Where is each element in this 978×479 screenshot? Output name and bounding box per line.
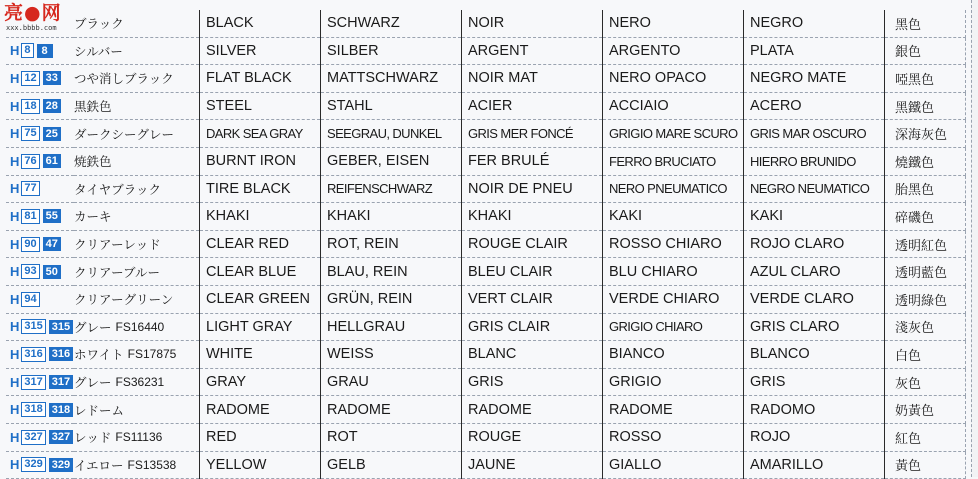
spanish-name-cell: GRIS CLARO [744, 313, 885, 341]
hobby-color-code [10, 99, 40, 114]
hobby-color-prefix: H [10, 346, 20, 362]
japanese-name: グレー [74, 319, 112, 335]
page-edge [971, 0, 978, 477]
italian-name-cell: GRIGIO CHIARO [603, 313, 744, 341]
french-name-cell: BLEU CLAIR [462, 258, 603, 286]
japanese-name-cell [74, 285, 200, 313]
spanish-name-cell: ROJO [744, 423, 885, 451]
italian-name-cell: ROSSO CHIARO [603, 230, 744, 258]
italian-name-cell: ROSSO [603, 423, 744, 451]
german-name-cell: GEBER, EISEN [321, 147, 462, 175]
hobby-color-prefix: H [10, 70, 20, 86]
table-row [6, 65, 966, 93]
hobby-color-code [10, 375, 46, 390]
english-name-cell: RADOME [200, 396, 321, 424]
hobby-color-prefix: H [10, 402, 20, 418]
german-name-cell: ROT, REIN [321, 230, 462, 258]
paint-code-cell [6, 147, 74, 175]
paint-code-cell [6, 65, 74, 93]
hobby-color-code [10, 402, 46, 417]
table-row [6, 203, 966, 231]
english-name-cell: CLEAR RED [200, 230, 321, 258]
french-name-cell: JAUNE [462, 451, 603, 479]
table-row [6, 368, 966, 396]
english-name-cell: BLACK [200, 10, 321, 37]
mr-color-code-badge: 329 [49, 458, 73, 472]
italian-name-cell: NERO OPACO [603, 65, 744, 93]
mr-color-code-badge: 28 [43, 99, 61, 113]
english-name-cell: KHAKI [200, 203, 321, 231]
chinese-name-cell: 紅色 [885, 423, 966, 451]
japanese-name-cell [74, 451, 200, 479]
german-name-cell: ROT [321, 423, 462, 451]
french-name-cell: RADOME [462, 396, 603, 424]
hobby-color-code [10, 126, 40, 141]
japanese-name-cell [74, 65, 200, 93]
hobby-color-number: 12 [21, 71, 39, 86]
hobby-color-number: 329 [21, 457, 45, 472]
hobby-color-prefix: H [10, 374, 20, 390]
french-name-cell: GRIS CLAIR [462, 313, 603, 341]
spanish-name-cell: PLATA [744, 37, 885, 65]
spanish-name-cell: GRIS MAR OSCURO [744, 120, 885, 148]
chinese-name-cell: 透明綠色 [885, 285, 966, 313]
german-name-cell: STAHL [321, 92, 462, 120]
paint-code-cell [6, 396, 74, 424]
japanese-name-cell [74, 368, 200, 396]
japanese-name-cell [74, 175, 200, 203]
watermark-logo [4, 2, 76, 34]
hobby-color-prefix: H [10, 126, 20, 142]
hobby-color-code [10, 430, 46, 445]
german-name-cell: REIFENSCHWARZ [321, 175, 462, 203]
japanese-name: ブラック [74, 16, 124, 32]
hobby-color-number: 77 [21, 181, 39, 196]
hobby-color-prefix: H [10, 236, 20, 252]
english-name-cell: STEEL [200, 92, 321, 120]
spanish-name-cell: NEGRO MATE [744, 65, 885, 93]
german-name-cell: MATTSCHWARZ [321, 65, 462, 93]
english-name-cell: BURNT IRON [200, 147, 321, 175]
hobby-color-number: 8 [21, 43, 33, 58]
german-name-cell: GELB [321, 451, 462, 479]
paint-code-cell [6, 313, 74, 341]
federal-standard-code: FS16440 [115, 319, 165, 334]
table-row [6, 396, 966, 424]
table-row [6, 230, 966, 258]
japanese-name: クリアーグリーン [74, 292, 174, 308]
japanese-name-cell [74, 120, 200, 148]
french-name-cell: ROUGE CLAIR [462, 230, 603, 258]
hobby-color-code [10, 71, 40, 86]
english-name-cell: YELLOW [200, 451, 321, 479]
hobby-color-prefix: H [10, 43, 20, 59]
chinese-name-cell: 黃色 [885, 451, 966, 479]
hobby-color-code [10, 181, 40, 196]
chinese-name-cell: 黑鐵色 [885, 92, 966, 120]
chinese-name-cell: 灰色 [885, 368, 966, 396]
french-name-cell: KHAKI [462, 203, 603, 231]
italian-name-cell: GRIGIO [603, 368, 744, 396]
english-name-cell: RED [200, 423, 321, 451]
mr-color-code-badge: 25 [43, 127, 61, 141]
hobby-color-code [10, 292, 40, 307]
hobby-color-number: 94 [21, 292, 39, 307]
italian-name-cell: VERDE CHIARO [603, 285, 744, 313]
paint-code-cell [6, 37, 74, 65]
mr-color-code-badge: 8 [37, 44, 53, 58]
mr-color-code-badge: 47 [43, 237, 61, 251]
spanish-name-cell: BLANCO [744, 341, 885, 369]
hobby-color-number: 315 [21, 319, 45, 334]
german-name-cell: BLAU, REIN [321, 258, 462, 286]
french-name-cell: BLANC [462, 341, 603, 369]
paint-code-cell [6, 230, 74, 258]
table-row [6, 258, 966, 286]
german-name-cell: SCHWARZ [321, 10, 462, 37]
french-name-cell: NOIR DE PNEU [462, 175, 603, 203]
paint-code-cell [6, 423, 74, 451]
hobby-color-number: 18 [21, 99, 39, 114]
japanese-name: 焼鉄色 [74, 154, 112, 170]
chinese-name-cell: 碎磯色 [885, 203, 966, 231]
chinese-name-cell: 胎黑色 [885, 175, 966, 203]
table-row [6, 120, 966, 148]
hobby-color-code [10, 209, 40, 224]
german-name-cell: WEISS [321, 341, 462, 369]
chinese-name-cell: 透明藍色 [885, 258, 966, 286]
hobby-color-code [10, 154, 40, 169]
spanish-name-cell: KAKI [744, 203, 885, 231]
hobby-color-code [10, 347, 46, 362]
hobby-color-code [10, 457, 46, 472]
spanish-name-cell: GRIS [744, 368, 885, 396]
japanese-name-cell [74, 341, 200, 369]
table-row [6, 92, 966, 120]
hobby-color-prefix: H [10, 457, 20, 473]
hobby-color-prefix: H [10, 291, 20, 307]
table-row [6, 341, 966, 369]
japanese-name: 黒鉄色 [74, 99, 112, 115]
hobby-color-code [10, 237, 40, 252]
chinese-name-cell: 啞黑色 [885, 65, 966, 93]
spanish-name-cell: AMARILLO [744, 451, 885, 479]
hobby-color-prefix: H [10, 181, 20, 197]
table-row [6, 175, 966, 203]
english-name-cell: WHITE [200, 341, 321, 369]
italian-name-cell: GIALLO [603, 451, 744, 479]
french-name-cell: GRIS [462, 368, 603, 396]
french-name-cell: ARGENT [462, 37, 603, 65]
japanese-name: シルバー [74, 43, 123, 59]
chinese-name-cell: 奶黃色 [885, 396, 966, 424]
logo-url: xxx.bbbb.com [6, 24, 57, 32]
chinese-name-cell: 黑色 [885, 10, 966, 37]
table-row [6, 313, 966, 341]
hobby-color-number: 327 [21, 430, 45, 445]
english-name-cell: TIRE BLACK [200, 175, 321, 203]
japanese-name-cell [74, 203, 200, 231]
japanese-name: レドーム [74, 402, 125, 418]
paint-code-cell [6, 120, 74, 148]
german-name-cell: SEEGRAU, DUNKEL [321, 120, 462, 148]
spanish-name-cell: ROJO CLARO [744, 230, 885, 258]
paint-code-cell [6, 92, 74, 120]
english-name-cell: CLEAR BLUE [200, 258, 321, 286]
chinese-name-cell: 白色 [885, 341, 966, 369]
mr-color-code-badge: 315 [49, 320, 73, 334]
japanese-name-cell [74, 37, 200, 65]
japanese-name-cell [74, 10, 200, 37]
hobby-color-number: 317 [21, 375, 45, 390]
italian-name-cell: RADOME [603, 396, 744, 424]
paint-code-cell [6, 175, 74, 203]
table-row [6, 423, 966, 451]
french-name-cell: ACIER [462, 92, 603, 120]
hobby-color-prefix: H [10, 208, 20, 224]
hobby-color-code [10, 264, 40, 279]
federal-standard-code: FS36231 [115, 375, 165, 390]
table-row [6, 10, 966, 37]
hobby-color-number: 93 [21, 264, 39, 279]
mr-color-code-badge: 33 [43, 71, 61, 85]
spanish-name-cell: ACERO [744, 92, 885, 120]
hobby-color-number: 81 [21, 209, 39, 224]
mr-color-code-badge: 327 [49, 430, 73, 444]
table-row [6, 147, 966, 175]
hobby-color-number: 76 [21, 154, 39, 169]
table-row [6, 285, 966, 313]
german-name-cell: GRAU [321, 368, 462, 396]
japanese-name: カーキ [74, 209, 112, 225]
chinese-name-cell: 透明紅色 [885, 230, 966, 258]
japanese-name-cell [74, 92, 200, 120]
italian-name-cell: ACCIAIO [603, 92, 744, 120]
english-name-cell: GRAY [200, 368, 321, 396]
english-name-cell: LIGHT GRAY [200, 313, 321, 341]
paint-code-cell [6, 285, 74, 313]
japanese-name: つや消しブラック [74, 71, 174, 87]
mr-color-code-badge: 316 [49, 347, 73, 361]
japanese-name: クリアーレッド [74, 237, 161, 253]
english-name-cell: SILVER [200, 37, 321, 65]
paint-code-cell [6, 368, 74, 396]
french-name-cell: NOIR MAT [462, 65, 603, 93]
japanese-name: イエロー [74, 457, 124, 473]
japanese-name: グレー [74, 375, 112, 391]
italian-name-cell: NERO [603, 10, 744, 37]
chinese-name-cell: 深海灰色 [885, 120, 966, 148]
mr-color-code-badge: 317 [49, 375, 73, 389]
hobby-color-number: 75 [21, 126, 39, 141]
spanish-name-cell: RADOMO [744, 396, 885, 424]
hobby-color-number: 316 [21, 347, 45, 362]
spanish-name-cell: VERDE CLARO [744, 285, 885, 313]
paint-color-table [6, 10, 966, 479]
mr-color-code-badge: 61 [43, 154, 61, 168]
hobby-color-number: 90 [21, 237, 39, 252]
mr-color-code-badge: 50 [43, 265, 61, 279]
italian-name-cell: ARGENTO [603, 37, 744, 65]
federal-standard-code: FS13538 [127, 457, 177, 472]
english-name-cell: CLEAR GREEN [200, 285, 321, 313]
french-name-cell: VERT CLAIR [462, 285, 603, 313]
table-row [6, 37, 966, 65]
italian-name-cell: GRIGIO MARE SCURO [603, 120, 744, 148]
french-name-cell: NOIR [462, 10, 603, 37]
japanese-name-cell [74, 423, 200, 451]
german-name-cell: RADOME [321, 396, 462, 424]
italian-name-cell: BIANCO [603, 341, 744, 369]
hobby-color-prefix: H [10, 264, 20, 280]
chinese-name-cell: 銀色 [885, 37, 966, 65]
german-name-cell: HELLGRAU [321, 313, 462, 341]
italian-name-cell: FERRO BRUCIATO [603, 147, 744, 175]
japanese-name-cell [74, 258, 200, 286]
table-row [6, 451, 966, 479]
japanese-name-cell [74, 313, 200, 341]
hobby-color-prefix: H [10, 429, 20, 445]
paint-code-cell [6, 258, 74, 286]
english-name-cell: DARK SEA GRAY [200, 120, 321, 148]
french-name-cell: FER BRULÉ [462, 147, 603, 175]
spanish-name-cell: NEGRO [744, 10, 885, 37]
japanese-name: タイヤブラック [74, 181, 162, 197]
german-name-cell: KHAKI [321, 203, 462, 231]
italian-name-cell: NERO PNEUMATICO [603, 175, 744, 203]
paint-code-cell [6, 341, 74, 369]
paint-code-cell [6, 451, 74, 479]
hobby-color-prefix: H [10, 319, 20, 335]
french-name-cell: GRIS MER FONCÉ [462, 120, 603, 148]
hobby-color-code [10, 319, 46, 334]
german-name-cell: SILBER [321, 37, 462, 65]
mr-color-code-badge: 55 [43, 209, 61, 223]
english-name-cell: FLAT BLACK [200, 65, 321, 93]
mr-color-code-badge: 318 [49, 403, 73, 417]
hobby-color-prefix: H [10, 98, 20, 114]
hobby-color-number: 318 [21, 402, 45, 417]
federal-standard-code: FS17875 [127, 347, 177, 362]
japanese-name: ダークシーグレー [74, 126, 175, 142]
french-name-cell: ROUGE [462, 423, 603, 451]
spanish-name-cell: NEGRO NEUMATICO [744, 175, 885, 203]
spanish-name-cell: AZUL CLARO [744, 258, 885, 286]
german-name-cell: GRÜN, REIN [321, 285, 462, 313]
italian-name-cell: BLU CHIARO [603, 258, 744, 286]
italian-name-cell: KAKI [603, 203, 744, 231]
chinese-name-cell: 淺灰色 [885, 313, 966, 341]
japanese-name: レッド [74, 430, 112, 446]
federal-standard-code: FS11136 [115, 430, 163, 445]
japanese-name: ホワイト [74, 347, 124, 363]
japanese-name-cell [74, 230, 200, 258]
logo-title: 亮●网 [4, 2, 62, 24]
chinese-name-cell: 燒鐵色 [885, 147, 966, 175]
paint-code-cell [6, 203, 74, 231]
japanese-name-cell [74, 147, 200, 175]
hobby-color-prefix: H [10, 153, 20, 169]
japanese-name: クリアーブルー [74, 264, 161, 280]
spanish-name-cell: HIERRO BRUNIDO [744, 147, 885, 175]
hobby-color-code [10, 43, 34, 58]
japanese-name-cell [74, 396, 200, 424]
